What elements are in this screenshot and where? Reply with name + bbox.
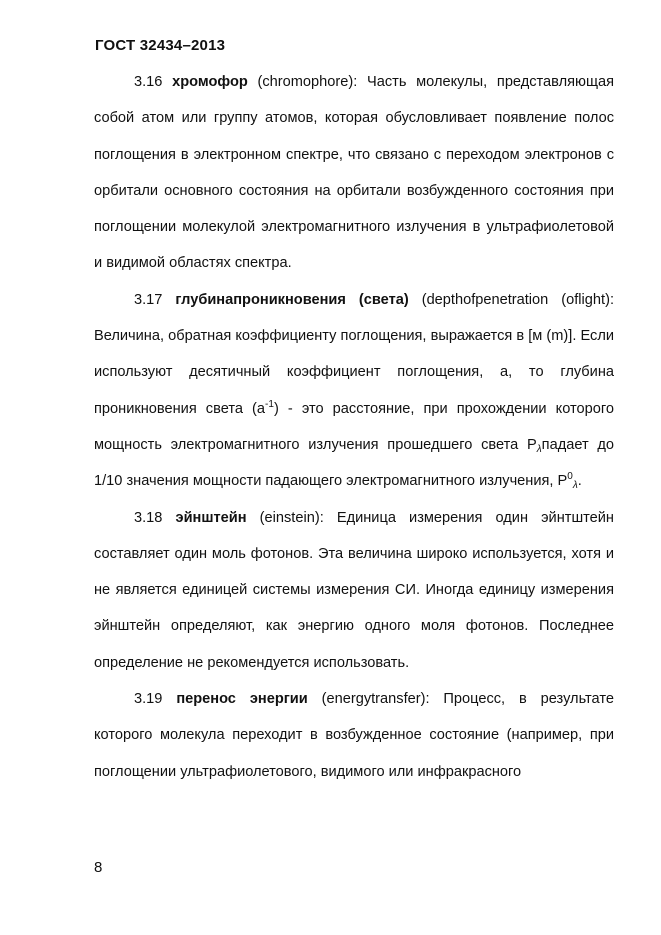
section-3-18: [94, 500, 614, 681]
section-term: хромофор: [172, 74, 248, 90]
section-text: падает до 1/10 значения мощности падающего электромагнитного излучения, P: [94, 436, 614, 490]
section-3-16: [94, 64, 614, 282]
section-3-19: [94, 681, 614, 790]
section-text: (einstein): Единица измерения один эйнтштейн составляет один моль фотонов. Эта величина широко используется, хотя и не является единицей системы измерения СИ. Иногда единицу измерения эйнштейн определяют, как энергию одного моля фотонов. Последнее определение не рекомендуется использовать.: [94, 509, 614, 671]
superscript: 0: [567, 471, 573, 483]
section-text: .: [577, 473, 582, 490]
document-body: [94, 64, 614, 790]
section-3-17: [94, 282, 614, 500]
section-text: (chromophore): Часть молекулы, представляющая собой атом или группу атомов, которая обусловливает появление полос поглощения в электронном спектре, что связано с переходом электронов с орбитали основного состояния на орбитали возбужденного состояния при поглощении молекулой электромагнитного излучения в ультрафиолетовой и видимой областях спектра.: [94, 74, 614, 272]
section-number: 3.19: [134, 691, 163, 708]
section-term: эйнштейн: [175, 509, 247, 526]
superscript: -1: [265, 398, 274, 410]
section-text: ) - это расстояние, при прохождении которого мощность электромагнитного излучения прошедшего света P: [94, 400, 614, 453]
section-text: (depthofpenetration (oflight): Величина, обратная коэффициенту поглощения, выражается в [м (m)]. Если используют десятичный коэффициент поглощения, a, то глубина проникновения света (a: [94, 291, 614, 417]
page-number: 8: [94, 859, 103, 876]
section-number: 3.17: [134, 291, 163, 308]
section-text: (energytransfer): Процесс, в результате которого молекула переходит в возбужденное состояние (например, при поглощении ультрафиолетового, видимого или инфракрасного: [94, 691, 614, 780]
standard-header: ГОСТ 32434–2013: [95, 37, 226, 54]
section-number: 3.18: [134, 509, 163, 526]
section-term: перенос энергии: [176, 691, 308, 708]
subscript: λ: [536, 443, 542, 455]
subscript: λ: [572, 480, 578, 492]
section-number: 3.16: [134, 74, 163, 90]
section-term: глубинапроникновения (света): [175, 291, 409, 308]
